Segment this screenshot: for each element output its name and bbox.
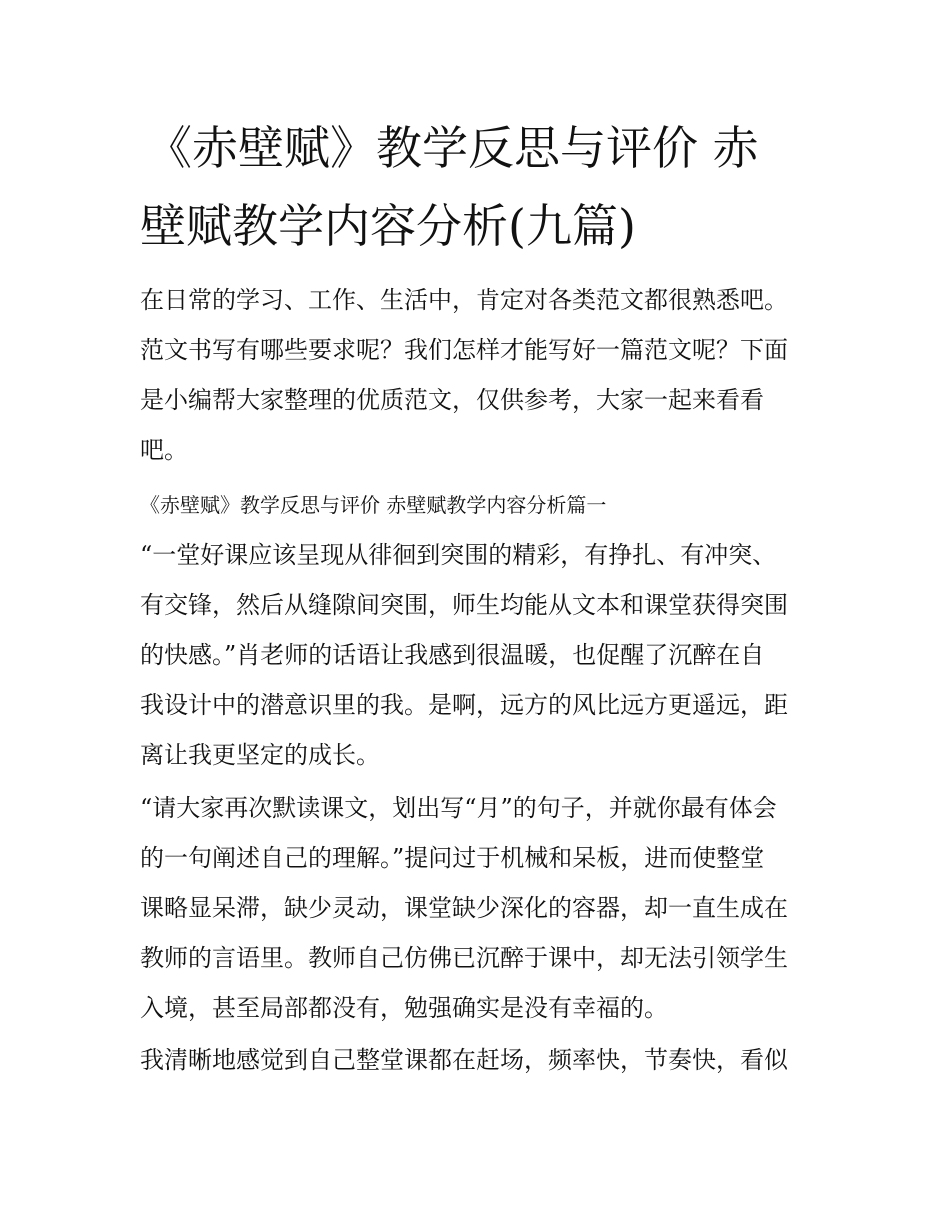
paragraph2-line-4: 教师的言语里。教师自己仿佛已沉醉于课中，却无法引领学生 — [140, 944, 788, 972]
intro-line-2: 范文书写有哪些要求呢？我们怎样才能写好一篇范文呢？下面 — [140, 336, 788, 364]
document-title-line-1: 《赤壁赋》教学反思与评价 赤 — [146, 121, 759, 175]
paragraph1-line-4: 我设计中的潜意识里的我。是啊，远方的风比远方更遥远，距 — [140, 691, 788, 719]
paragraph3-line-1: 我清晰地感觉到自己整堂课都在赶场，频率快，节奏快，看似 — [140, 1046, 788, 1074]
intro-line-1: 在日常的学习、工作、生活中，肯定对各类范文都很熟悉吧。 — [140, 286, 788, 314]
document-title-line-2: 壁赋教学内容分析(九篇) — [140, 199, 636, 253]
paragraph2-line-2: 的一句阐述自己的理解。”提问过于机械和呆板，进而使整堂 — [140, 844, 765, 872]
paragraph1-line-2: 有交锋，然后从缝隙间突围，师生均能从文本和课堂获得突围 — [140, 591, 788, 619]
paragraph1-line-5: 离让我更坚定的成长。 — [140, 741, 380, 769]
intro-line-4: 吧。 — [140, 436, 188, 464]
paragraph1-line-3: 的快感。”肖老师的话语让我感到很温暖，也促醒了沉醉在自 — [140, 641, 765, 669]
section-heading: 《赤壁赋》教学反思与评价 赤壁赋教学内容分析篇一 — [140, 493, 607, 517]
intro-line-3: 是小编帮大家整理的优质范文，仅供参考，大家一起来看看 — [140, 386, 764, 414]
paragraph2-line-5: 入境，甚至局部都没有，勉强确实是没有幸福的。 — [140, 994, 668, 1022]
paragraph1-line-1: “一堂好课应该呈现从徘徊到突围的精彩，有挣扎、有冲突、 — [140, 541, 777, 569]
paragraph2-line-3: 课略显呆滞，缺少灵动，课堂缺少深化的容器，却一直生成在 — [140, 894, 788, 922]
paragraph2-line-1: “请大家再次默读课文，划出写“月”的句子，并就你最有体会 — [140, 794, 777, 822]
